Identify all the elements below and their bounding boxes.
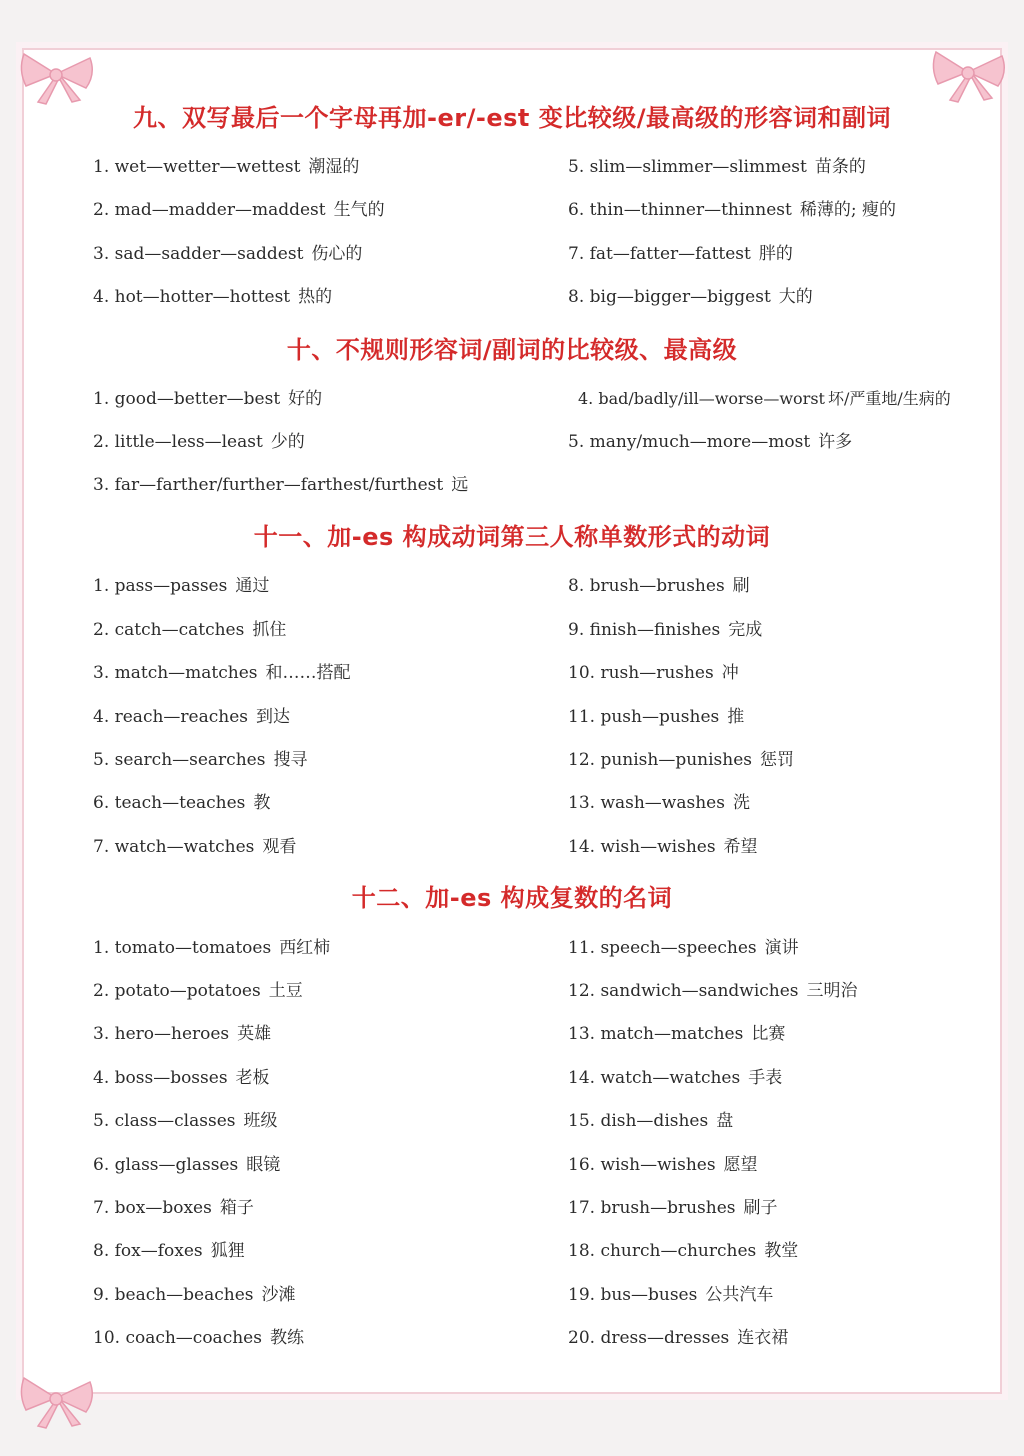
list-item: 8. big—bigger—biggest 大的 <box>568 287 813 307</box>
list-item: 4. bad/badly/ill—worse—worst 坏/严重地/生病的 <box>578 389 951 408</box>
list-item: 14. watch—watches 手表 <box>568 1068 783 1088</box>
list-item: 12. punish—punishes 惩罚 <box>568 750 795 770</box>
list-item: 2. catch—catches 抓住 <box>93 620 287 640</box>
list-item: 9. finish—finishes 完成 <box>568 620 763 640</box>
section-title: 十二、加-es 构成复数的名词 <box>351 884 673 912</box>
list-item: 3. far—farther/further—farthest/furthest 远 <box>93 475 469 495</box>
list-item: 13. wash—washes 洗 <box>568 793 750 813</box>
list-item: 6. thin—thinner—thinnest 稀薄的; 瘦的 <box>568 200 896 220</box>
list-item: 14. wish—wishes 希望 <box>568 837 758 857</box>
list-item: 5. search—searches 搜寻 <box>93 750 308 770</box>
list-item: 1. good—better—best 好的 <box>93 389 323 409</box>
list-item: 7. watch—watches 观看 <box>93 837 297 857</box>
list-item: 17. brush—brushes 刷子 <box>568 1198 778 1218</box>
list-item: 1. pass—passes 通过 <box>93 576 270 596</box>
list-item: 5. many/much—more—most 许多 <box>568 432 853 452</box>
list-item: 13. match—matches 比赛 <box>568 1024 786 1044</box>
section-title: 十一、加-es 构成动词第三人称单数形式的动词 <box>253 523 771 551</box>
list-item: 12. sandwich—sandwiches 三明治 <box>568 981 858 1001</box>
list-item: 5. slim—slimmer—slimmest 苗条的 <box>568 157 866 177</box>
bow-decoration-icon <box>928 44 1008 104</box>
list-item: 3. match—matches 和……搭配 <box>93 663 351 683</box>
list-item: 3. hero—heroes 英雄 <box>93 1024 272 1044</box>
list-item: 2. potato—potatoes 土豆 <box>93 981 303 1001</box>
list-item: 4. boss—bosses 老板 <box>93 1068 270 1088</box>
list-item: 4. hot—hotter—hottest 热的 <box>93 287 333 307</box>
list-item: 1. wet—wetter—wettest 潮湿的 <box>93 157 360 177</box>
list-item: 8. brush—brushes 刷 <box>568 576 750 596</box>
list-item: 10. coach—coaches 教练 <box>93 1328 304 1348</box>
list-item: 11. speech—speeches 演讲 <box>568 938 799 958</box>
list-item: 20. dress—dresses 连衣裙 <box>568 1328 789 1348</box>
list-item: 1. tomato—tomatoes 西红柿 <box>93 938 331 958</box>
bow-decoration-icon <box>16 46 96 106</box>
list-item: 11. push—pushes 推 <box>568 707 745 727</box>
section-title: 九、双写最后一个字母再加-er/-est 变比较级/最高级的形容词和副词 <box>133 104 891 132</box>
list-item: 7. fat—fatter—fattest 胖的 <box>568 244 793 264</box>
list-item: 16. wish—wishes 愿望 <box>568 1155 758 1175</box>
list-item: 3. sad—sadder—saddest 伤心的 <box>93 244 363 264</box>
list-item: 2. little—less—least 少的 <box>93 432 305 452</box>
list-item: 6. teach—teaches 教 <box>93 793 271 813</box>
section-title: 十、不规则形容词/副词的比较级、最高级 <box>286 336 738 364</box>
list-item: 15. dish—dishes 盘 <box>568 1111 734 1131</box>
list-item: 5. class—classes 班级 <box>93 1111 278 1131</box>
list-item: 7. box—boxes 箱子 <box>93 1198 254 1218</box>
list-item: 9. beach—beaches 沙滩 <box>93 1285 296 1305</box>
list-item: 10. rush—rushes 冲 <box>568 663 739 683</box>
list-item: 4. reach—reaches 到达 <box>93 707 290 727</box>
list-item: 19. bus—buses 公共汽车 <box>568 1285 774 1305</box>
list-item: 6. glass—glasses 眼镜 <box>93 1155 281 1175</box>
list-item: 18. church—churches 教堂 <box>568 1241 799 1261</box>
list-item: 2. mad—madder—maddest 生气的 <box>93 200 385 220</box>
bow-decoration-icon <box>16 1370 96 1430</box>
list-item: 8. fox—foxes 狐狸 <box>93 1241 245 1261</box>
